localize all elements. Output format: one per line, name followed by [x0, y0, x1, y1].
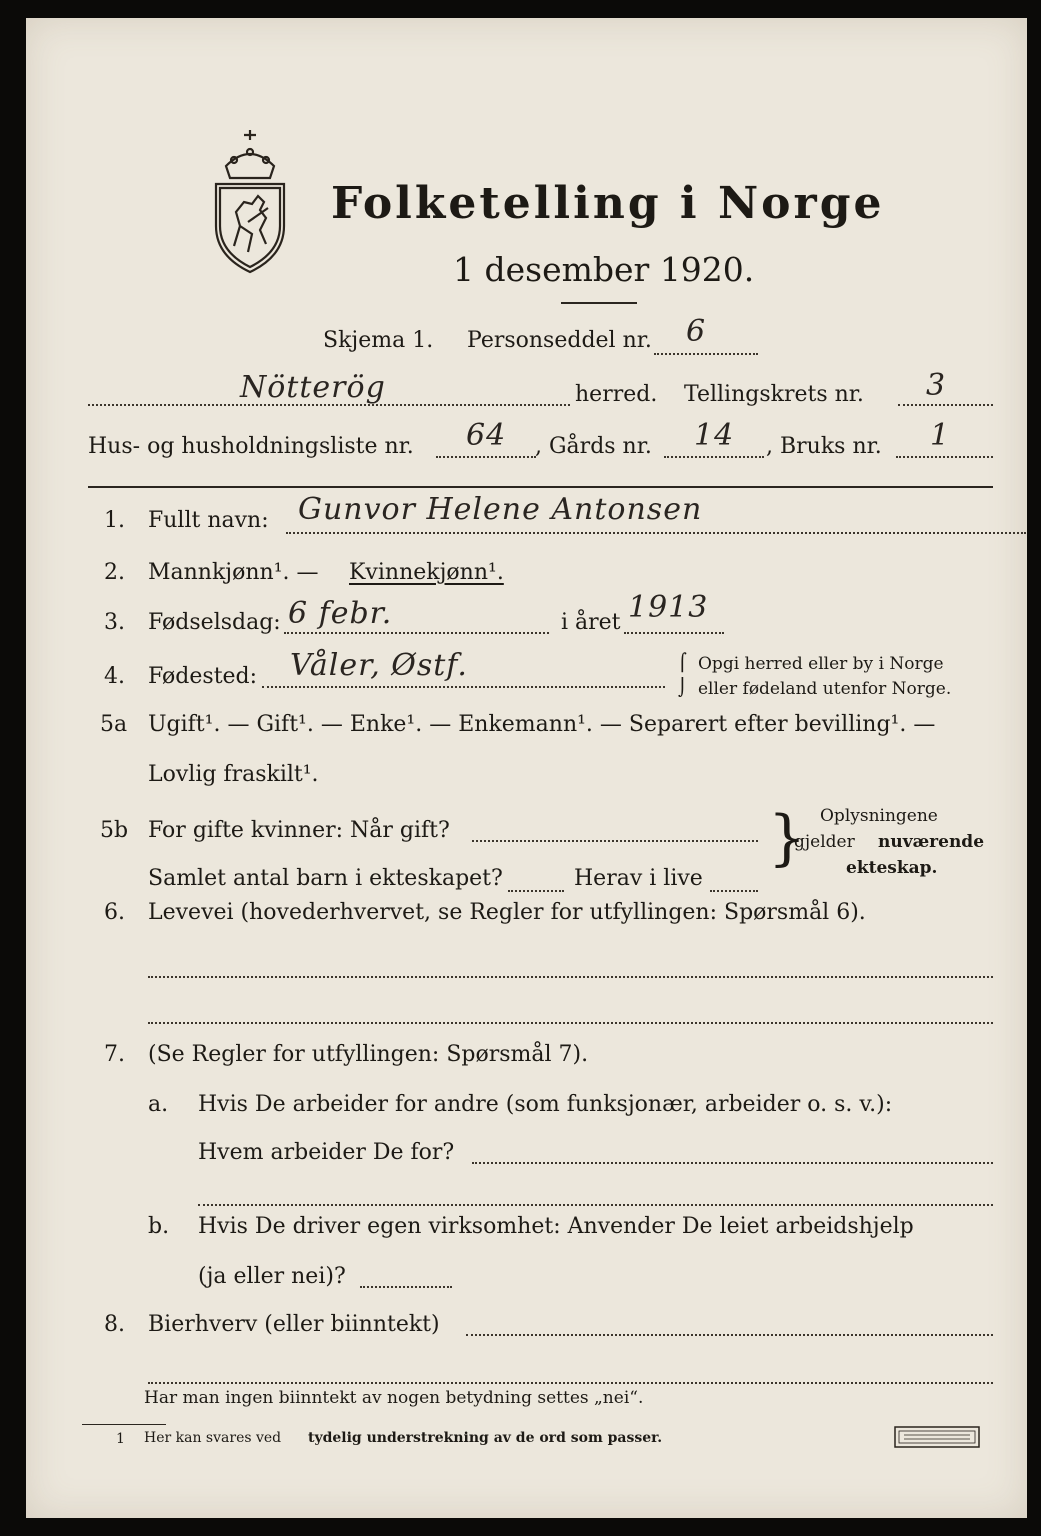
- q8-line-1: [466, 1334, 993, 1336]
- q3-birth-year: 1913: [628, 590, 709, 625]
- q3-day-line: [284, 632, 549, 634]
- q5b-alive-label: Herav i live: [574, 866, 703, 891]
- q7b-letter: b.: [148, 1214, 170, 1239]
- q6-number: 6.: [104, 900, 125, 925]
- bruks-value: 1: [930, 418, 951, 453]
- personseddel-value: 6: [686, 314, 707, 349]
- bruks-label: , Bruks nr.: [766, 434, 882, 459]
- gards-label: , Gårds nr.: [535, 434, 652, 459]
- q3-year-line: [624, 632, 724, 634]
- tellingskrets-line: [898, 404, 993, 406]
- q2-male: Mannkjønn¹. —: [148, 560, 319, 585]
- q5b-note-2a: gjelder: [794, 832, 855, 852]
- q3-birth-day: 6 febr.: [288, 596, 393, 631]
- q7-label: (Se Regler for utfyllingen: Spørsmål 7).: [148, 1042, 589, 1067]
- footnote-mark: 1: [116, 1431, 125, 1447]
- q4-number: 4.: [104, 664, 125, 689]
- bruks-line: [896, 456, 993, 458]
- q8-note: Har man ingen biinntekt av nogen betydning settes „nei“.: [144, 1388, 644, 1408]
- q3-year-label: i året: [561, 610, 621, 635]
- q5b-alive-line: [710, 890, 758, 892]
- q2-female-underlined: Kvinnekjønn¹.: [349, 560, 504, 585]
- q6-line-1: [148, 976, 993, 978]
- footnote-text-a: Her kan svares ved: [144, 1430, 282, 1446]
- tellingskrets-label: Tellingskrets nr.: [684, 382, 864, 407]
- q1-line: [286, 532, 1026, 534]
- q5b-children-line: [508, 890, 564, 892]
- footnote-rule: [82, 1424, 166, 1425]
- gards-line: [664, 456, 764, 458]
- q1-label: Fullt navn:: [148, 508, 269, 533]
- q5b-number: 5b: [100, 818, 129, 843]
- q5b-line-1: For gifte kvinner: Når gift?: [148, 818, 450, 843]
- q4-label: Fødested:: [148, 664, 258, 689]
- herred-value: Nötterög: [240, 370, 386, 405]
- q5a-number: 5a: [100, 712, 128, 737]
- hus-label: Hus- og husholdningsliste nr.: [88, 434, 414, 459]
- personseddel-line: [654, 353, 758, 355]
- q7a-line-2: Hvem arbeider De for?: [198, 1140, 455, 1165]
- q4-brace-lower: ⌡: [678, 678, 687, 698]
- q7b-line-1: Hvis De driver egen virksomhet: Anvender De leiet arbeidshjelp: [198, 1214, 914, 1239]
- q5b-married-line: [472, 840, 758, 842]
- census-form: [26, 18, 1027, 1518]
- q7a-line-extra: [198, 1204, 993, 1206]
- q3-number: 3.: [104, 610, 125, 635]
- q2-number: 2.: [104, 560, 125, 585]
- q5b-children-label: Samlet antal barn i ekteskapet?: [148, 866, 503, 891]
- q8-label: Bierhverv (eller biinntekt): [148, 1312, 440, 1337]
- q5b-brace: }: [768, 803, 807, 873]
- q7-number: 7.: [104, 1042, 125, 1067]
- q1-full-name: Gunvor Helene Antonsen: [298, 492, 703, 527]
- hus-line: [436, 456, 536, 458]
- q5b-note-1: Oplysningene: [820, 806, 938, 826]
- q7a-line-1: Hvis De arbeider for andre (som funksjonær, arbeider o. s. v.):: [198, 1092, 893, 1117]
- q5b-note-2b: nuværende: [878, 832, 985, 852]
- q7a-line: [472, 1162, 993, 1164]
- q3-label: Fødselsdag:: [148, 610, 281, 635]
- q4-line: [262, 686, 665, 688]
- tellingskrets-value: 3: [926, 368, 947, 403]
- q7a-letter: a.: [148, 1092, 169, 1117]
- q6-label: Levevei (hovederhvervet, se Regler for utfyllingen: Spørsmål 6).: [148, 900, 866, 925]
- q4-brace: ⌠: [678, 653, 687, 673]
- q7b-line: [360, 1286, 452, 1288]
- personseddel-label: Personseddel nr.: [467, 328, 652, 353]
- q8-number: 8.: [104, 1312, 125, 1337]
- q5a-line-2: Lovlig fraskilt¹.: [148, 762, 319, 787]
- q4-note-1: Opgi herred eller by i Norge: [698, 654, 944, 674]
- header-divider: [88, 486, 993, 488]
- form-title: Folketelling i Norge: [331, 178, 885, 229]
- gards-value: 14: [694, 418, 735, 453]
- q4-note-2: eller fødeland utenfor Norge.: [698, 679, 952, 699]
- footnote-text-b: tydelig understrekning av de ord som passer.: [308, 1430, 663, 1446]
- hus-value: 64: [466, 418, 507, 453]
- q5a-line-1: Ugift¹. — Gift¹. — Enke¹. — Enkemann¹. — Separert efter bevilling¹. —: [148, 712, 936, 737]
- skjema-label: Skjema 1.: [323, 328, 434, 353]
- q1-number: 1.: [104, 508, 125, 533]
- q8-line-2: [148, 1382, 993, 1384]
- q6-line-2: [148, 1022, 993, 1024]
- q7b-line-2: (ja eller nei)?: [198, 1264, 346, 1289]
- title-divider: [561, 302, 637, 304]
- census-date: 1 desember 1920.: [453, 250, 755, 289]
- norway-lion-shield-icon: [204, 126, 296, 276]
- herred-label: herred.: [575, 382, 658, 407]
- printer-stamp-icon: [894, 1426, 980, 1448]
- q4-birth-place: Våler, Østf.: [290, 648, 468, 683]
- q5b-note-3: ekteskap.: [846, 858, 938, 878]
